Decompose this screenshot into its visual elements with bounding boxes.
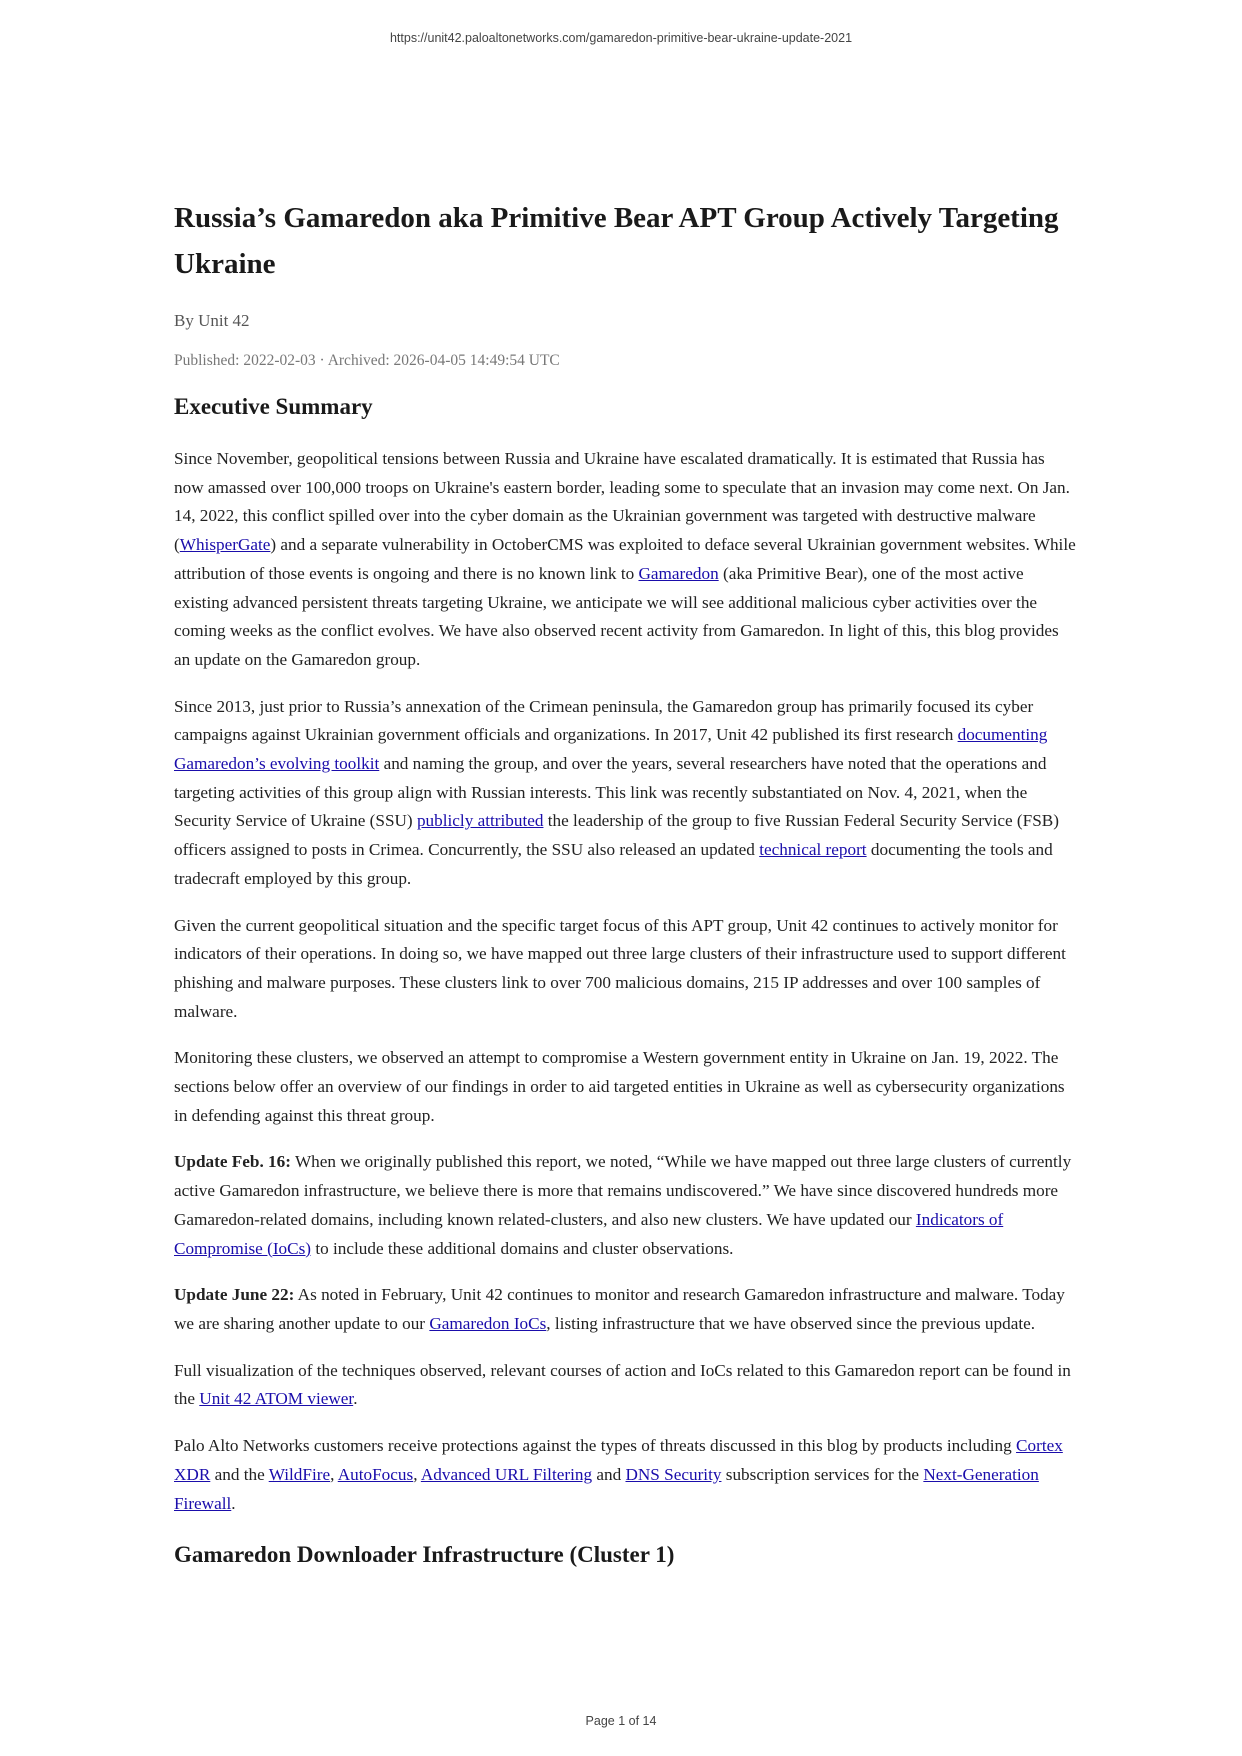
paragraph-update-feb: Update Feb. 16: When we originally published this report, we noted, “While we have mapped out three large clusters of currently active Gamaredon infrastructure, we believe there is more that remains undiscovered.” We have since discovered hundreds more Gamaredon-related domains, including known related-clusters, and also new clusters. We have updated our Indicators of Compromise (IoCs) to include these additional domains and cluster observations. bbox=[174, 1152, 1072, 1258]
link-whispergate[interactable]: WhisperGate bbox=[179, 535, 271, 555]
paragraph-4: Monitoring these clusters, we observed an attempt to compromise a Western government entity in Ukraine on Jan. 19, 2022. The sections below offer an overview of our findings in order to aid targeted entities in Ukraine as well as cybersecurity organizations in defending against this threat group. bbox=[174, 1048, 1065, 1125]
link-gamaredon-iocs[interactable]: Gamaredon IoCs bbox=[429, 1313, 547, 1333]
link-iocs[interactable]: Indicators of Compromise (IoCs) bbox=[174, 1209, 1004, 1258]
paragraph-update-june: Update June 22: As noted in February, Unit 42 continues to monitor and research Gamaredon infrastructure and malware. Today we are sharing another update to our Gamaredon IoCs, listing infrastructure that we have observed since the previous update. bbox=[174, 1285, 1065, 1333]
link-ngfw[interactable]: Next-Generation Firewall bbox=[174, 1464, 1039, 1513]
paragraph-protections: Palo Alto Networks customers receive protections against the types of threats discussed in this blog by products including Cortex XDR and the WildFire, AutoFocus, Advanced URL Filtering and DNS Security subscription services for the Next-Generation Firewall. bbox=[174, 1436, 1063, 1513]
link-gamaredon[interactable]: Gamaredon bbox=[638, 563, 719, 583]
update-feb-label: Update Feb. 16: bbox=[174, 1152, 291, 1172]
paragraph-2: Since 2013, just prior to Russia’s annexation of the Crimean peninsula, the Gamaredon group has primarily focused its cyber campaigns against Ukrainian government officials and organizations. In 2017, Unit 42 published its first research documenting Gamaredon’s evolving toolkit and naming the group, and over the years, several researchers have noted that the operations and targeting activities of this group align with Russian interests. This link was recently substantiated on Nov. 4, 2021, when the Security Service of Ukraine (SSU) publicly attributed the leadership of the group to five Russian Federal Security Service (FSB) officers assigned to posts in Crimea. Concurrently, the SSU also released an updated technical report documenting the tools and tradecraft employed by this group. bbox=[174, 696, 1059, 888]
article-title: Russia’s Gamaredon aka Primitive Bear APT Group Actively Targeting Ukraine bbox=[174, 202, 1059, 280]
link-cortex-xdr[interactable]: Cortex XDR bbox=[174, 1436, 1063, 1484]
article-meta: Published: 2022-02-03 · Archived: 2026-04-05 14:49:54 UTC bbox=[174, 352, 560, 369]
link-atom-viewer[interactable]: Unit 42 ATOM viewer bbox=[199, 1389, 354, 1409]
page-footer: Page 1 of 14 bbox=[585, 1714, 657, 1728]
link-gamaredon-toolkit[interactable]: documenting Gamaredon’s evolving toolkit bbox=[174, 725, 1048, 774]
link-autofocus[interactable]: AutoFocus bbox=[337, 1464, 414, 1484]
section-heading-cluster-1: Gamaredon Downloader Infrastructure (Cluster 1) bbox=[174, 1542, 675, 1568]
paragraph-atom: Full visualization of the techniques observed, relevant courses of action and IoCs related to this Gamaredon report can be found in the Unit 42 ATOM viewer. bbox=[174, 1360, 1071, 1409]
update-june-label: Update June 22: bbox=[174, 1285, 295, 1305]
link-technical-report[interactable]: technical report bbox=[759, 840, 867, 860]
link-advanced-url-filtering[interactable]: Advanced URL Filtering bbox=[420, 1464, 593, 1484]
link-wildfire[interactable]: WildFire bbox=[268, 1464, 331, 1484]
link-dns-security[interactable]: DNS Security bbox=[625, 1464, 722, 1484]
paragraph-3: Given the current geopolitical situation and the specific target focus of this APT group, Unit 42 continues to actively monitor for indicators of their operations. In doing so, we have mapped out three large clusters of their infrastructure used to support different phishing and malware purposes. These clusters link to over 700 malicious domains, 215 IP addresses and over 100 samples of malware. bbox=[174, 915, 1066, 1021]
section-heading-executive-summary: Executive Summary bbox=[174, 394, 373, 419]
article bbox=[174, 195, 1076, 1570]
article-byline: By Unit 42 bbox=[174, 311, 250, 330]
paragraph-1: Since November, geopolitical tensions between Russia and Ukraine have escalated dramatically. It is estimated that Russia has now amassed over 100,000 troops on Ukraine's eastern border, leading some to speculate that an invasion may come next. On Jan. 14, 2022, this conflict spilled over into the cyber domain as the Ukrainian government was targeted with destructive malware (WhisperGate) and a separate vulnerability in OctoberCMS was exploited to deface several Ukrainian government websites. While attribution of those events is ongoing and there is no known link to Gamaredon (aka Primitive Bear), one of the most active existing advanced persistent threats targeting Ukraine, we anticipate we will see additional malicious cyber activities over the coming weeks as the conflict evolves. We have also observed recent activity from Gamaredon. In light of this, this blog provides an update on the Gamaredon group. bbox=[174, 449, 1076, 669]
link-publicly-attributed[interactable]: publicly attributed bbox=[416, 811, 544, 831]
page-url-header: https://unit42.paloaltonetworks.com/gamaredon-primitive-bear-ukraine-update-2021 bbox=[389, 31, 853, 45]
